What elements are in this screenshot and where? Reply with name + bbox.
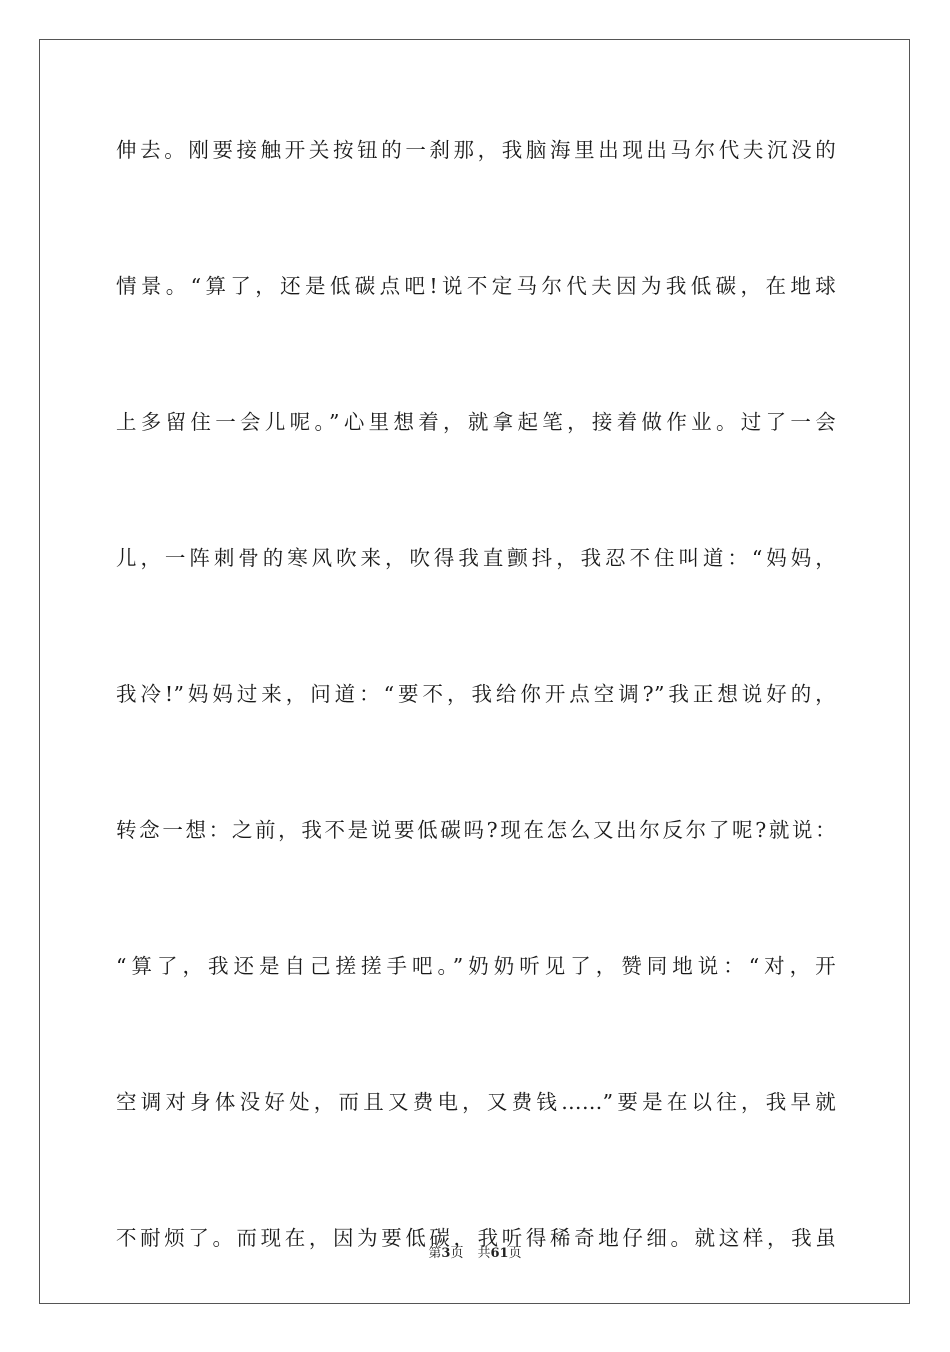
page-footer xyxy=(0,1244,950,1264)
text-line-5: 我冷!”妈妈过来，问道：“要不，我给你开点空调?”我正想说好的， xyxy=(116,682,836,706)
text-line-8: 空调对身体没好处，而且又费电，又费钱……”要是在以往，我早就 xyxy=(116,1090,836,1114)
text-line-6: 转念一想：之前，我不是说要低碳吗?现在怎么又出尔反尔了呢?就说： xyxy=(116,818,836,842)
total-prefix: 共 xyxy=(477,1246,491,1261)
page-prefix: 第 xyxy=(428,1246,442,1261)
page-suffix: 页 xyxy=(450,1246,464,1261)
total-indicator xyxy=(477,1246,521,1261)
body-text xyxy=(116,128,836,1352)
text-line-9: 不耐烦了。而现在，因为要低碳，我听得稀奇地仔细。就这样，我虽 xyxy=(116,1226,836,1250)
page-number: 3 xyxy=(441,1246,451,1261)
text-line-4: 儿，一阵刺骨的寒风吹来，吹得我直颤抖，我忍不住叫道：“妈妈， xyxy=(116,546,836,570)
text-line-3: 上多留住一会儿呢。”心里想着，就拿起笔，接着做作业。过了一会 xyxy=(116,410,836,434)
text-line-1: 伸去。刚要接触开关按钮的一刹那，我脑海里出现出马尔代夫沉没的 xyxy=(116,138,836,162)
page-indicator xyxy=(428,1246,463,1261)
total-suffix: 页 xyxy=(508,1246,522,1261)
text-line-2: 情景。“算了，还是低碳点吧!说不定马尔代夫因为我低碳，在地球 xyxy=(116,274,836,298)
text-line-7: “算了，我还是自己搓搓手吧。”奶奶听见了，赞同地说：“对，开 xyxy=(116,954,836,978)
total-pages: 61 xyxy=(490,1246,509,1261)
